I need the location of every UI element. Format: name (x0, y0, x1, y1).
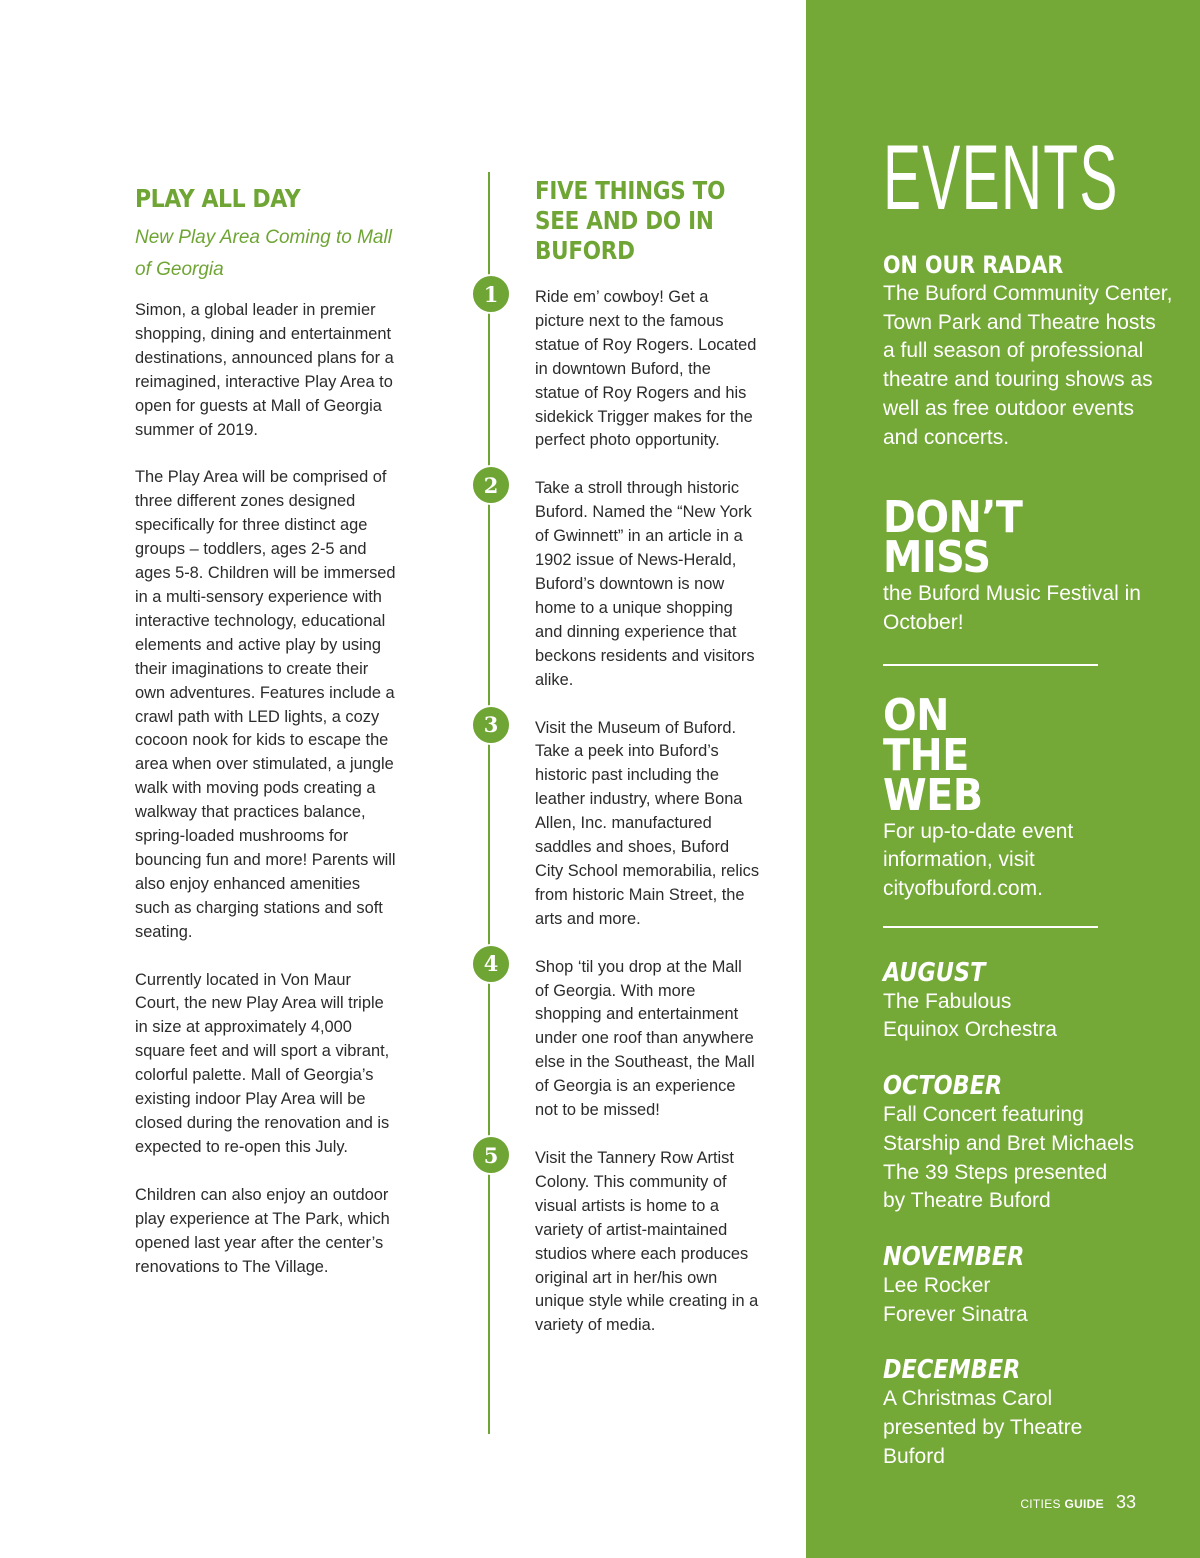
dont-miss-text: the Buford Music Festival in October! (883, 582, 1141, 634)
list-item (483, 281, 760, 453)
month-november (883, 1242, 1173, 1329)
dont-miss-heading: DON’T MISS (883, 492, 1023, 584)
list-item (483, 1142, 760, 1338)
footer-label-cities: CITIES (1020, 1497, 1061, 1511)
radar-text: The Buford Community Center, Town Park and Theatre hosts a full season of professional theatre and touring shows as well as free outdoor events and concerts. (883, 282, 1173, 449)
event-line: Fall Concert featuring Starship and Bret Michaels (883, 1103, 1134, 1155)
events-panel (806, 0, 1200, 1558)
event-line: A Christmas Carol presented by Theatre Buford (883, 1387, 1083, 1468)
event-line: Forever Sinatra (883, 1302, 1028, 1326)
footer-label (1020, 1497, 1104, 1511)
number-badge: 4 (471, 944, 511, 984)
page-footer (1020, 1492, 1136, 1513)
web-text: For up-to-date event information, visit cityofbuford.com. (883, 819, 1074, 901)
month-heading: NOVEMBER (883, 1241, 1025, 1272)
list-item (483, 951, 760, 1123)
list-item-text: Ride em’ cowboy! Get a picture next to the famous statue of Roy Rogers. Located in downtown Buford, the statue of Roy Rogers and his sidekick Trigger makes for the perfect photo opportunity. (535, 288, 757, 450)
event-line: The 39 Steps presented by Theatre Buford (883, 1160, 1108, 1213)
month-heading: AUGUST (883, 957, 986, 988)
month-heading: DECEMBER (883, 1355, 1021, 1386)
web-heading: ON THE WEB (883, 689, 983, 821)
month-heading: OCTOBER (883, 1071, 1003, 1102)
list-item (483, 712, 760, 932)
five-things-title: FIVE THINGS TO SEE AND DO IN BUFORD (535, 176, 726, 265)
play-paragraph-1: Simon, a global leader in premier shopping, dining and entertainment destinations, announced plans for a reimagined, interactive Play Area to open for guests at Mall of Georgia summer of 2019. (135, 301, 394, 439)
page-number: 33 (1115, 1492, 1136, 1512)
events-title: EVENTS (883, 127, 1119, 229)
list-item-text: Shop ‘til you drop at the Mall of Georgia. With more shopping and entertainment under one roof than anywhere else in the Southeast, the Mall of Georgia is an experience not to be missed! (535, 957, 755, 1120)
month-august (883, 958, 1173, 1045)
list-item-text: Visit the Tannery Row Artist Colony. This community of visual artists is home to a variety of artist-maintained studios where each produces original art in her/his own unique style while creating in a variety of media. (535, 1149, 759, 1335)
list-item-text: Visit the Museum of Buford. Take a peek into Buford’s historic past including the leather industry, where Bona Allen, Inc. manufactured saddles and shoes, Buford City School memorabilia, relics from historic Main Street, the arts and more. (535, 718, 760, 928)
play-article (135, 182, 397, 1303)
list-item (483, 472, 760, 692)
play-subtitle: New Play Area Coming to Mall of Georgia (135, 227, 392, 280)
play-paragraph-4: Children can also enjoy an outdoor play experience at The Park, which opened last year after the center’s renovations to The Village. (135, 1185, 390, 1276)
column-divider (488, 172, 490, 1434)
month-october (883, 1071, 1173, 1216)
play-title: PLAY ALL DAY (135, 184, 301, 213)
radar-heading: ON OUR RADAR (883, 251, 1064, 279)
event-line: Lee Rocker (883, 1273, 991, 1297)
number-badge: 2 (471, 465, 511, 505)
number-badge: 5 (471, 1135, 511, 1175)
play-paragraph-3: Currently located in Von Maur Court, the new Play Area will triple in size at approximately 4,000 square feet and will sport a vibrant, colorful palette. Mall of Georgia’s existing indoor Play Area will be closed during the renovation and is expected to re-open this July. (135, 970, 390, 1156)
event-line: The Fabulous Equinox Orchestra (883, 989, 1057, 1042)
number-badge: 3 (471, 705, 511, 745)
play-paragraph-2: The Play Area will be comprised of three different zones designed specifically for three distinct age groups – toddlers, ages 2-5 and ages 5-8. Children will be immersed in a multi-sensory experience with interactive technology, educational elements and active play by using their imaginations to create their own adventures. Features include a crawl path with LED lights, a cozy cocoon nook for kids to escape the area when over stimulated, a jungle walk with moving pods creating a walkway that practices balance, spring-loaded mushrooms for bouncing fun and more! Parents will also enjoy enhanced amenities such as charging stations and soft seating. (135, 468, 396, 941)
five-things-article (483, 176, 760, 1362)
month-december (883, 1355, 1173, 1471)
number-badge: 1 (471, 274, 511, 314)
footer-label-guide: GUIDE (1064, 1497, 1104, 1511)
events-content (883, 118, 1173, 1471)
list-item-text: Take a stroll through historic Buford. Named the “New York of Gwinnett” in an article in a 1902 issue of News-Herald, Buford’s downtown is now home to a unique shopping and dinning experience that beckons residents and visitors alike. (535, 479, 755, 689)
